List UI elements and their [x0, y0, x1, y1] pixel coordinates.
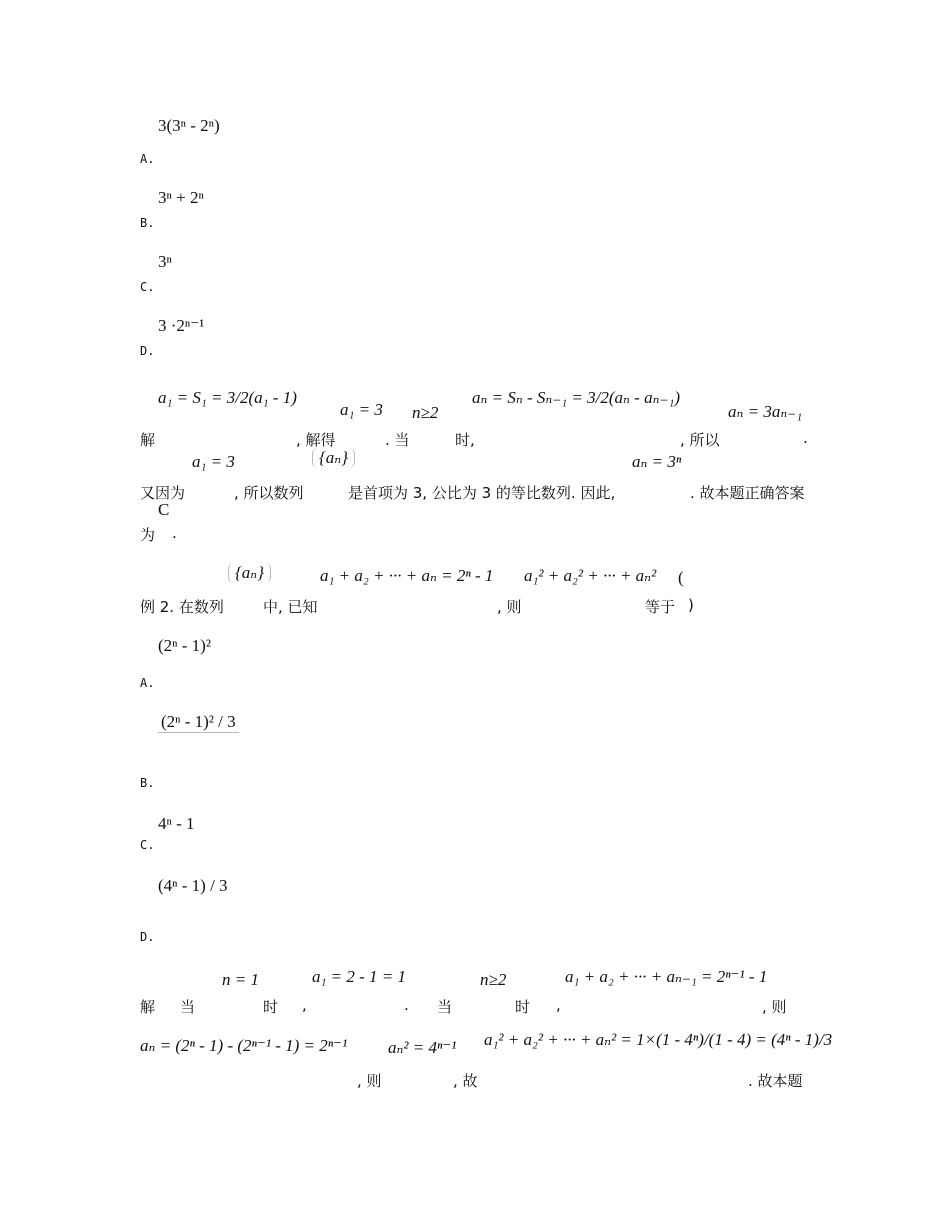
- ex1-formula-an-recur: aₙ = Sₙ - Sₙ₋₁ = 3/2(aₙ - aₙ₋₁): [472, 388, 681, 407]
- ex2-option-c-label: C.: [140, 838, 155, 852]
- ex2-formula-final-sum: a₁² + a₂² + ··· + aₙ² = 1×(1 - 4ⁿ)/(1 - 4) = (4ⁿ - 1)/3: [484, 1030, 833, 1049]
- ex1-text-suoyi: , 所以: [680, 431, 720, 449]
- ex1-formula-a1-3b: a₁ = 3: [192, 452, 235, 471]
- option-a-expr: 3(3ⁿ - 2ⁿ): [158, 116, 220, 135]
- ex1-text-wei-period: .: [172, 524, 177, 542]
- ex1-text-period: .: [803, 429, 808, 447]
- ex2-formula-sum-squares: a₁² + a₂² + ··· + aₙ²: [524, 566, 657, 585]
- ex2-sol-text-period1: .: [404, 996, 409, 1014]
- ex1-text-wei: 为: [140, 526, 156, 544]
- ex2-formula-an-squared: aₙ² = 4ⁿ⁻¹: [388, 1038, 457, 1057]
- ex1-formula-seq-an: {aₙ}: [312, 448, 355, 468]
- ex2-sol-text-jie: 解: [140, 998, 156, 1016]
- ex2-sol-text-dang1: 当: [180, 998, 196, 1016]
- ex2-sol-text-dang2: 当: [437, 998, 453, 1016]
- ex1-text-suoyishulie: , 所以数列: [234, 484, 304, 502]
- ex2-formula-n-ge-2: n≥2: [480, 970, 507, 989]
- ex2-sol-text-shi2: 时: [515, 998, 531, 1016]
- ex2-text-ze: , 则: [497, 598, 522, 616]
- ex1-formula-an-3an1: aₙ = 3aₙ₋₁: [728, 402, 803, 421]
- ex1-answer-letter: C: [158, 500, 170, 519]
- ex2-sol-text-comma2: ,: [556, 996, 561, 1014]
- ex2-sol-text-ze2: , 则: [357, 1072, 382, 1090]
- ex1-text-dang: . 当: [385, 431, 410, 449]
- option-a-label: A.: [140, 152, 155, 166]
- option-b-expr: 3ⁿ + 2ⁿ: [158, 188, 204, 207]
- ex2-text-zhongyizhi: 中, 已知: [263, 598, 318, 616]
- ex2-formula-a1-1: a₁ = 2 - 1 = 1: [312, 967, 407, 986]
- ex1-text-youyinwei: 又因为: [140, 484, 186, 502]
- ex2-text-paren-close: ): [688, 596, 694, 614]
- option-b-label: B.: [140, 216, 155, 230]
- ex1-text-shi: 时,: [455, 431, 475, 449]
- ex1-formula-n-ge-2: n≥2: [412, 403, 439, 422]
- ex2-formula-partial-sum: a₁ + a₂ + ··· + aₙ₋₁ = 2ⁿ⁻¹ - 1: [565, 967, 768, 986]
- ex2-sol-text-comma1: ,: [302, 996, 307, 1014]
- ex1-text-jiede: , 解得: [296, 431, 336, 449]
- option-d-label: D.: [140, 344, 155, 358]
- ex1-formula-a1-s1: a₁ = S₁ = 3/2(a₁ - 1): [158, 388, 297, 407]
- ex2-option-d-label: D.: [140, 930, 155, 944]
- ex2-formula-seq-an: {aₙ}: [228, 563, 271, 583]
- ex1-text-jie: 解: [140, 431, 156, 449]
- option-d-expr: 3 ·2ⁿ⁻¹: [158, 316, 205, 335]
- ex2-option-b-value: (2ⁿ - 1)² / 3: [158, 712, 239, 733]
- ex2-option-b-expr: [158, 712, 239, 753]
- option-c-label: C.: [140, 280, 155, 294]
- ex1-formula-a1-3: a₁ = 3: [340, 400, 383, 419]
- ex2-sol-text-guben: . 故本题: [748, 1072, 803, 1090]
- option-c-expr: 3ⁿ: [158, 252, 172, 271]
- ex2-option-d-expr: (4ⁿ - 1) / 3: [158, 876, 228, 895]
- ex2-formula-an: aₙ = (2ⁿ - 1) - (2ⁿ⁻¹ - 1) = 2ⁿ⁻¹: [140, 1036, 348, 1055]
- ex2-formula-sum: a₁ + a₂ + ··· + aₙ = 2ⁿ - 1: [320, 566, 494, 585]
- ex2-option-b-label: B.: [140, 776, 155, 790]
- ex2-sol-text-ze: , 则: [762, 998, 787, 1016]
- ex2-text-dengyu: 等于: [645, 598, 676, 616]
- ex2-option-a-expr: (2ⁿ - 1)²: [158, 636, 211, 655]
- ex1-text-answer-prefix: . 故本题正确答案: [690, 484, 805, 502]
- ex1-text-geometric: 是首项为 3, 公比为 3 的等比数列. 因此,: [348, 484, 616, 502]
- ex2-option-c-expr: 4ⁿ - 1: [158, 814, 195, 833]
- ex1-formula-an-3n: aₙ = 3ⁿ: [632, 452, 682, 471]
- ex2-formula-n-1: n = 1: [222, 970, 259, 989]
- ex2-text-paren-open: (: [678, 568, 684, 587]
- ex2-sol-text-gu: , 故: [453, 1072, 478, 1090]
- ex2-option-a-label: A.: [140, 676, 155, 690]
- ex2-text-intro: 例 2. 在数列: [140, 598, 224, 616]
- ex2-sol-text-shi1: 时: [263, 998, 279, 1016]
